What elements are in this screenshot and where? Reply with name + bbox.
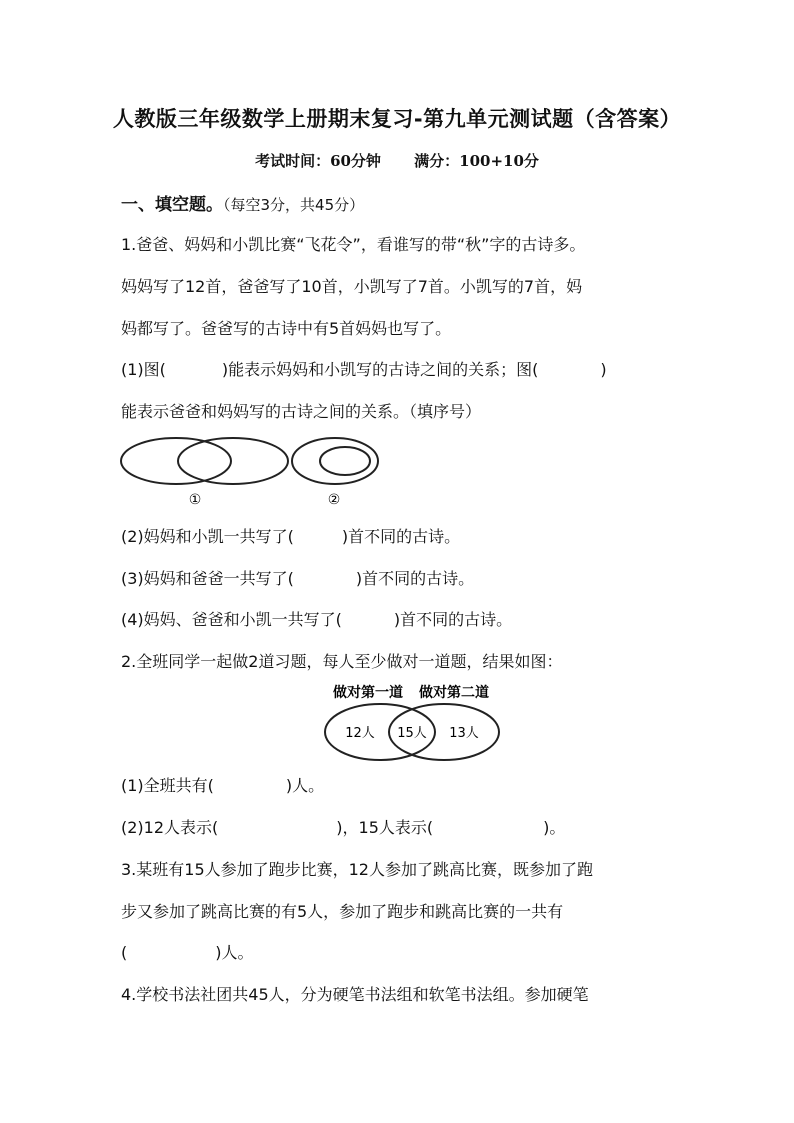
venn-diagram-q2 bbox=[320, 680, 504, 764]
section-heading bbox=[121, 190, 681, 215]
q3-line1: 3.某班有15人参加了跑步比赛，12人参加了跳高比赛，既参加了跑 bbox=[121, 860, 593, 879]
venn-figures bbox=[118, 434, 388, 510]
q2-part2-text-a: (2)12人表示( bbox=[121, 818, 219, 837]
section-title: 一、填空题。 bbox=[121, 195, 223, 215]
q2-part2-text-c: )。 bbox=[543, 818, 566, 837]
exam-time: 考试时间：60分钟 bbox=[255, 152, 381, 170]
q3-line3-text-a: ( bbox=[121, 943, 128, 962]
q2-part1 bbox=[121, 773, 681, 796]
q1-part1-text-a: (1)图( bbox=[121, 360, 166, 379]
q3-line3-text-b: )人。 bbox=[215, 943, 254, 962]
exam-meta bbox=[0, 150, 794, 171]
q1-part2 bbox=[121, 524, 681, 547]
section-note: （每空3分，共45分） bbox=[223, 196, 365, 214]
venn-left-title: 做对第一道 bbox=[333, 685, 403, 701]
venn-right-title: 做对第二道 bbox=[419, 685, 489, 701]
venn-fig2-outer-ellipse bbox=[292, 438, 378, 484]
q1-line2: 妈妈写了12首，爸爸写了10首，小凯写了7首。小凯写的7首，妈 bbox=[121, 277, 583, 296]
venn-fig1-right-ellipse bbox=[178, 438, 288, 484]
q2-line1: 2.全班同学一起做2道习题，每人至少做对一道题，结果如图： bbox=[121, 652, 563, 671]
q1-part1-text-c: ) bbox=[600, 360, 607, 379]
q1-part2-text-b: )首不同的古诗。 bbox=[341, 527, 461, 546]
q1-line1: 1.爸爸、妈妈和小凯比赛“飞花令”，看谁写的带“秋”字的古诗多。 bbox=[121, 235, 586, 254]
q2-part1-text-b: )人。 bbox=[285, 776, 325, 795]
q1-part1 bbox=[121, 357, 681, 380]
exam-score: 满分：100+10分 bbox=[414, 152, 539, 170]
q1-part1-text-b: )能表示妈妈和小凯写的古诗之间的关系；图( bbox=[221, 360, 539, 379]
q1-line3: 妈都写了。爸爸写的古诗中有5首妈妈也写了。 bbox=[121, 319, 452, 338]
venn-fig2-inner-ellipse bbox=[320, 447, 370, 475]
venn-fig1-left-ellipse bbox=[121, 438, 231, 484]
q2-part1-text-a: (1)全班共有( bbox=[121, 776, 214, 795]
fig2-label: ② bbox=[327, 492, 341, 508]
q1-part3 bbox=[121, 566, 681, 589]
fig1-label: ① bbox=[188, 492, 202, 508]
q1-part4 bbox=[121, 607, 681, 630]
q1-part2-text-a: (2)妈妈和小凯一共写了( bbox=[121, 527, 294, 546]
venn-middle-value: 15人 bbox=[397, 726, 427, 741]
q1-part3-text-b: )首不同的古诗。 bbox=[355, 569, 475, 588]
page-title: 人教版三年级数学上册期末复习-第九单元测试题（含答案） bbox=[112, 107, 682, 131]
q1-part4-text-b: )首不同的古诗。 bbox=[393, 610, 513, 629]
venn-left-value: 12人 bbox=[345, 726, 375, 741]
q1-part1-cont: 能表示爸爸和妈妈写的古诗之间的关系。（填序号） bbox=[121, 402, 482, 421]
q2-part2 bbox=[121, 815, 681, 838]
q1-part4-text-a: (4)妈妈、爸爸和小凯一共写了( bbox=[121, 610, 342, 629]
venn-right-value: 13人 bbox=[449, 726, 479, 741]
q3-line2: 步又参加了跳高比赛的有5人，参加了跑步和跳高比赛的一共有 bbox=[121, 902, 564, 921]
q4-line1: 4.学校书法社团共45人，分为硬笔书法组和软笔书法组。参加硬笔 bbox=[121, 985, 589, 1004]
q2-part2-text-b: )，15人表示( bbox=[336, 818, 434, 837]
q3-line3 bbox=[121, 940, 681, 963]
q1-part3-text-a: (3)妈妈和爸爸一共写了( bbox=[121, 569, 294, 588]
